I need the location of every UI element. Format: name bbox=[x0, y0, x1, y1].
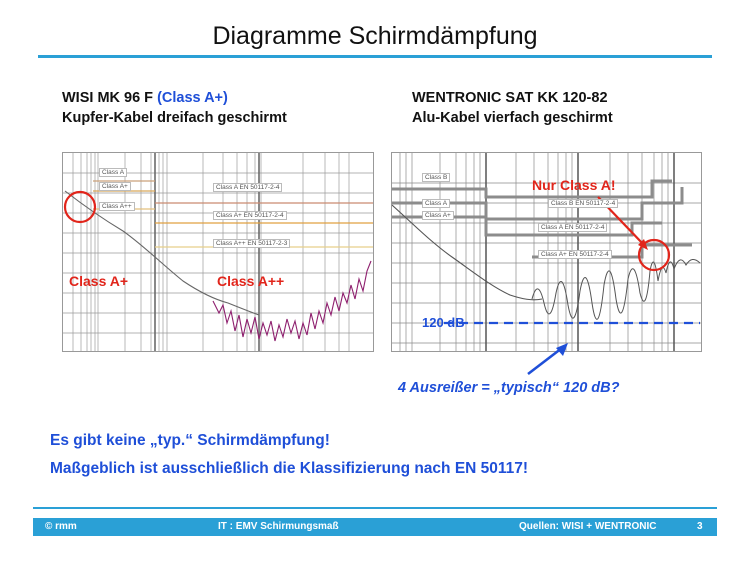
limit-class-b: Class B EN 50117-2-4 bbox=[548, 199, 618, 208]
right-diagram bbox=[391, 152, 702, 352]
right-product: WENTRONIC SAT KK 120-82 bbox=[412, 90, 608, 106]
footer-bar bbox=[33, 518, 717, 536]
label-nur-class-a: Nur Class A! bbox=[532, 177, 616, 193]
footer-sources: Quellen: WISI + WENTRONIC bbox=[519, 521, 657, 532]
right-heading bbox=[412, 88, 613, 128]
limit-class-a-plus: Class A+ EN 50117-2-4 bbox=[213, 211, 287, 220]
label-class-a-plus: Class A+ bbox=[69, 273, 129, 289]
legend-class-a-right: Class A bbox=[422, 199, 450, 208]
legend-class-a-plus: Class A+ bbox=[99, 182, 131, 191]
footer-topic: IT : EMV Schirmungsmaß bbox=[218, 521, 339, 532]
left-subtitle: Kupfer-Kabel dreifach geschirmt bbox=[62, 110, 287, 126]
left-product: WISI MK 96 F bbox=[62, 90, 154, 106]
limit-class-a-plus-right: Class A+ EN 50117-2-4 bbox=[538, 250, 612, 259]
label-120-db: 120 dB bbox=[422, 315, 465, 330]
legend-class-a-plusplus: Class A++ bbox=[99, 202, 135, 211]
blue-arrow-icon bbox=[520, 340, 580, 380]
outliers-note: 4 Ausreißer = „typisch“ 120 dB? bbox=[398, 380, 620, 396]
left-class-note: (Class A+) bbox=[157, 90, 228, 106]
legend-class-b: Class B bbox=[422, 173, 450, 182]
footer-copyright: © rmm bbox=[45, 521, 77, 532]
right-subtitle: Alu-Kabel vierfach geschirmt bbox=[412, 110, 613, 126]
left-diagram bbox=[62, 152, 374, 352]
label-class-a-plusplus: Class A++ bbox=[217, 273, 285, 289]
title-divider bbox=[38, 55, 712, 58]
summary-line-2: Maßgeblich ist ausschließlich die Klassifizierung nach EN 50117! bbox=[50, 460, 529, 477]
legend-class-a: Class A bbox=[99, 168, 127, 177]
limit-class-a-right: Class A EN 50117-2-4 bbox=[538, 223, 607, 232]
legend-class-a-plus-right: Class A+ bbox=[422, 211, 454, 220]
limit-class-a-plusplus: Class A++ EN 50117-2-3 bbox=[213, 239, 290, 248]
footer-divider bbox=[33, 507, 717, 509]
left-heading bbox=[62, 88, 287, 128]
summary-line-1: Es gibt keine „typ.“ Schirmdämpfung! bbox=[50, 432, 330, 449]
page-number: 3 bbox=[697, 521, 703, 532]
limit-class-a: Class A EN 50117-2-4 bbox=[213, 183, 282, 192]
slide-title: Diagramme Schirmdämpfung bbox=[212, 22, 538, 50]
